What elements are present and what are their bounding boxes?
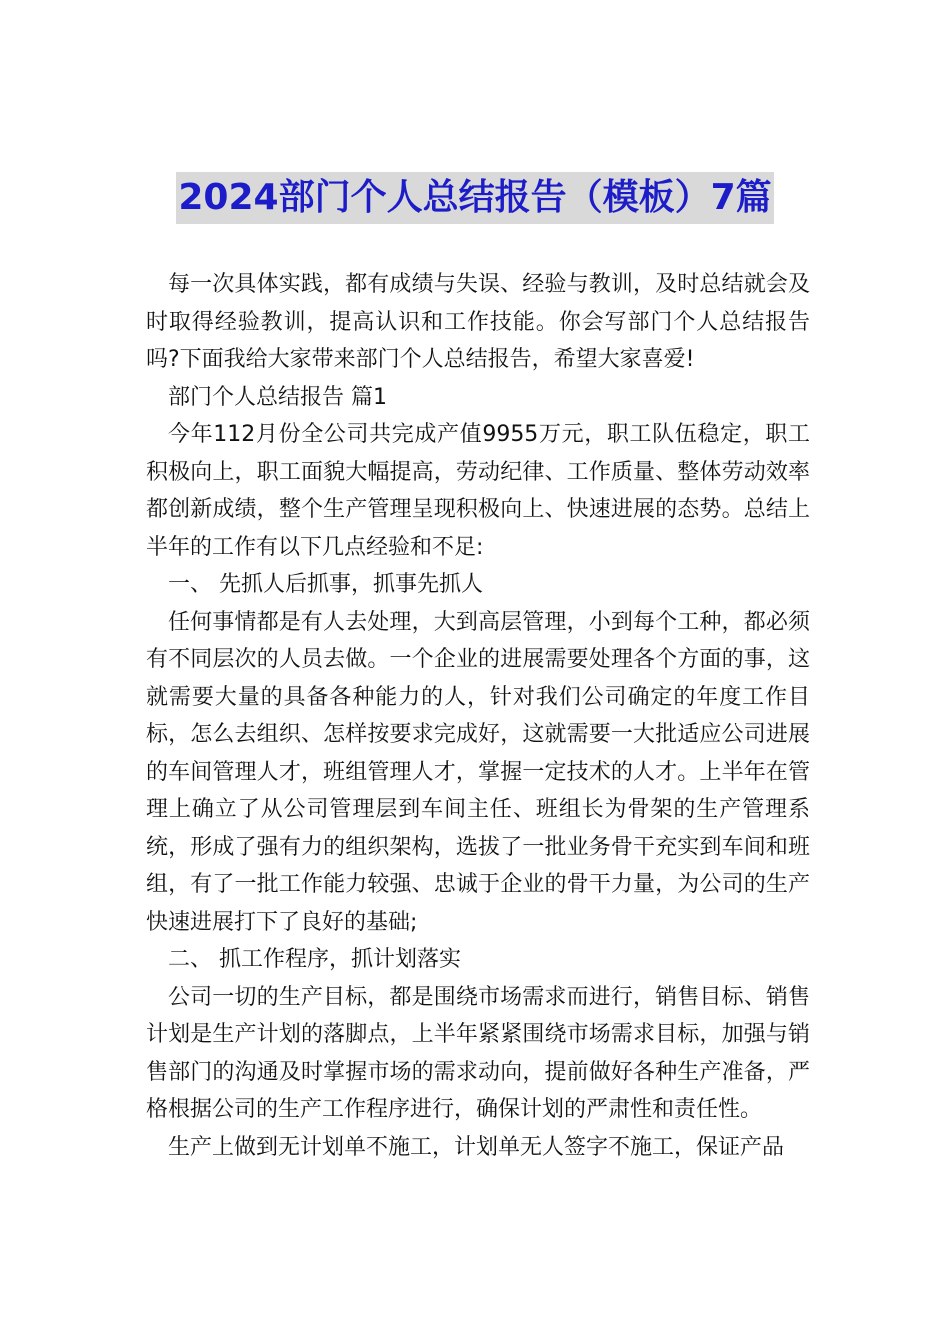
title-container bbox=[0, 172, 950, 224]
document-body bbox=[146, 266, 810, 1166]
body-paragraph: 今年112月份全公司共完成产值9955万元，职工队伍稳定，职工积极向上，职工面貌大幅提高，劳动纪律、工作质量、整体劳动效率都创新成绩，整个生产管理呈现积极向上、快速进展的态势。总结上半年的工作有以下几点经验和不足: bbox=[146, 422, 810, 560]
body-paragraph: 公司一切的生产目标，都是围绕市场需求而进行，销售目标、销售计划是生产计划的落脚点，上半年紧紧围绕市场需求目标，加强与销售部门的沟通及时掌握市场的需求动向，提前做好各种生产准备，严格根据公司的生产工作程序进行，确保计划的严肃性和责任性。 bbox=[146, 984, 810, 1122]
subheading-1: 一、 先抓人后抓事，抓事先抓人 bbox=[168, 572, 483, 597]
body-paragraph: 生产上做到无计划单不施工，计划单无人签字不施工，保证产品 bbox=[168, 1134, 785, 1160]
section-heading-1: 部门个人总结报告 篇1 bbox=[168, 384, 387, 410]
body-paragraph: 任何事情都是有人去处理，大到高层管理，小到每个工种，都必须有不同层次的人员去做。一个企业的进展需要处理各个方面的事，这就需要大量的具备各种能力的人，针对我们公司确定的年度工作目标，怎么去组织、怎样按要求完成好，这就需要一大批适应公司进展的车间管理人才，班组管理人才，掌握一定技术的人才。上半年在管理上确立了从公司管理层到车间主任、班组长为骨架的生产管理系统，形成了强有力的组织架构，选拔了一批业务骨干充实到车间和班组，有了一批工作能力较强、忠诚于企业的骨干力量，为公司的生产快速进展打下了良好的基础; bbox=[146, 609, 810, 935]
document-title: 2024部门个人总结报告（模板）7篇 bbox=[176, 172, 773, 224]
intro-paragraph: 每一次具体实践，都有成绩与失误、经验与教训，及时总结就会及时取得经验教训，提高认识和工作技能。你会写部门个人总结报告吗?下面我给大家带来部门个人总结报告，希望大家喜爱! bbox=[146, 272, 810, 372]
subheading-2: 二、 抓工作程序，抓计划落实 bbox=[168, 947, 461, 972]
